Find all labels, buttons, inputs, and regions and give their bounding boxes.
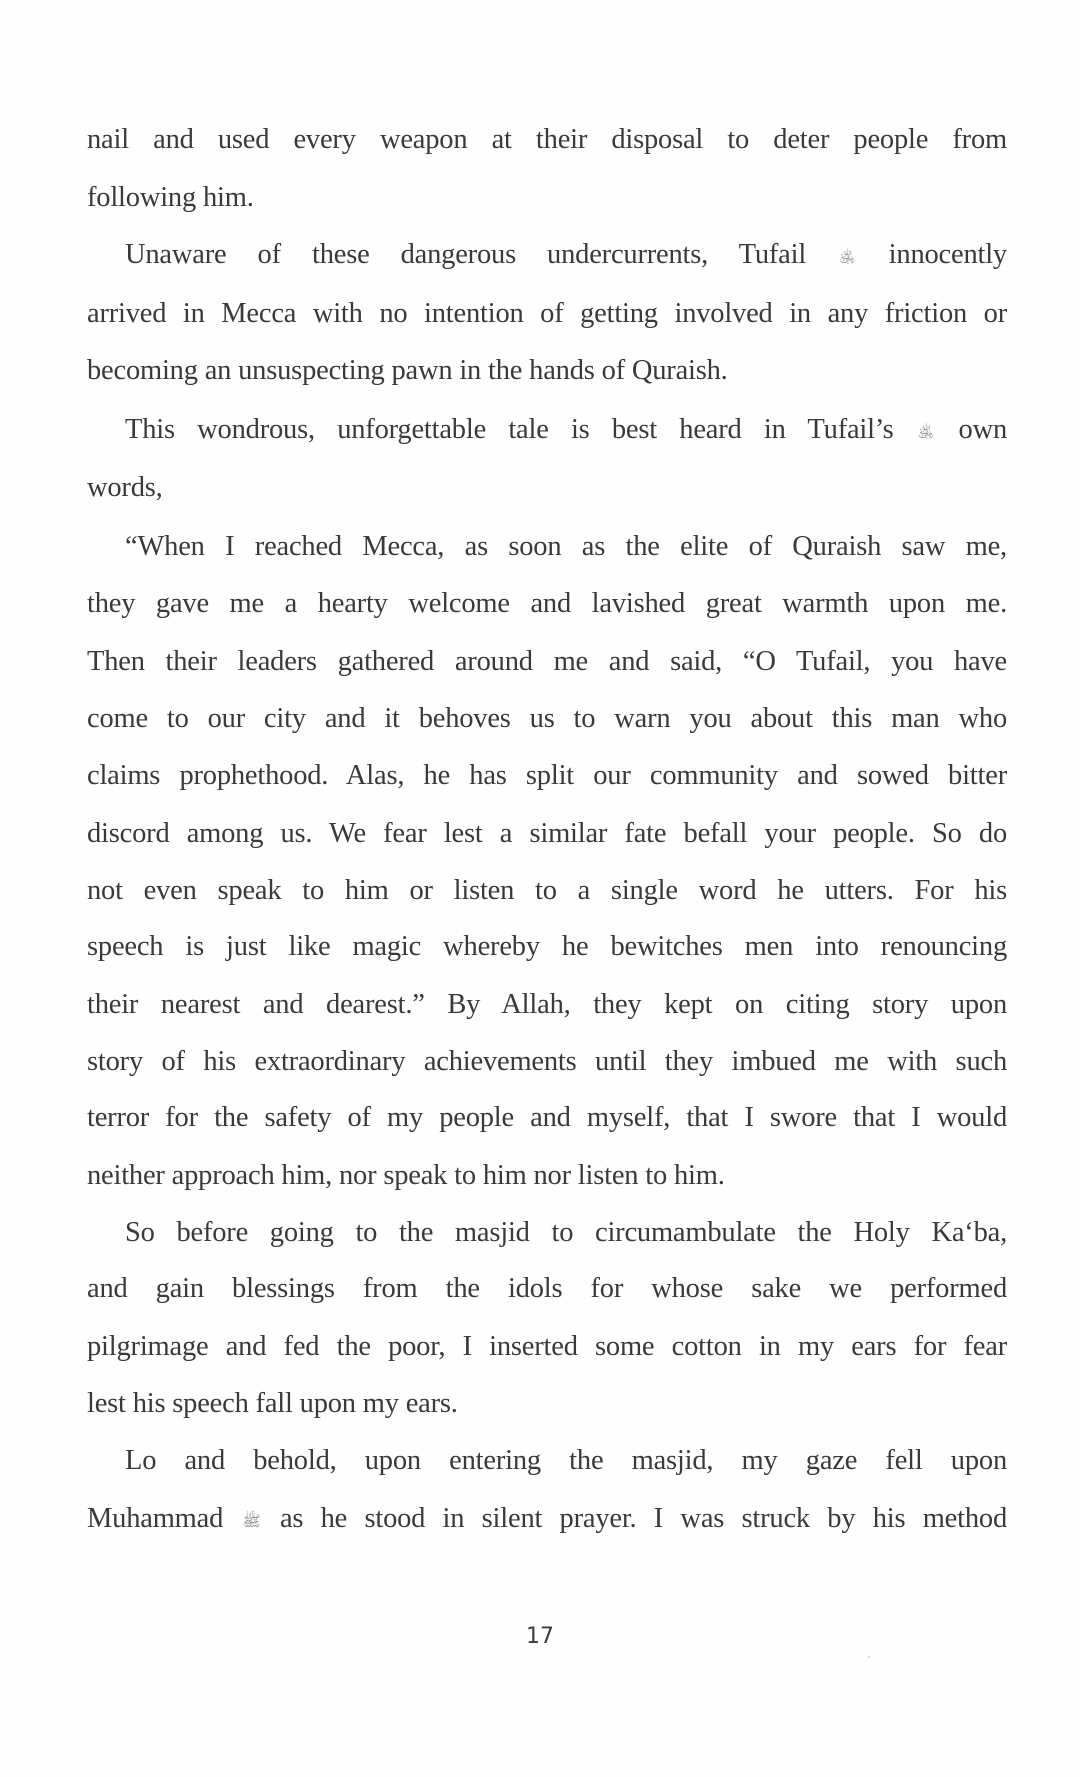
text-line (87, 178, 1007, 218)
line-text: story of his extraordinary achievements until they imbued me with such (87, 1046, 1007, 1077)
line-text: terror for the safety of my people and myself, that I swore that I would (87, 1102, 1007, 1133)
line-text: Lo and behold, upon entering the masjid, my gaze fell upon (125, 1445, 1007, 1476)
text-line (87, 1042, 1007, 1082)
text-line (125, 235, 1007, 275)
salawat-honorific-icon: ﷺ (242, 1514, 261, 1530)
line-text: becoming an unsuspecting pawn in the hands of Quraish. (87, 355, 728, 386)
line-text: “When I reached Mecca, as soon as the elite of Quraish saw me, (125, 531, 1007, 562)
text-line (87, 1499, 1007, 1539)
text-line (87, 871, 1007, 911)
line-text: their nearest and dearest.” By Allah, they kept on citing story upon (87, 989, 1007, 1020)
radiallahu-anhu-honorific-icon: ﵁ (839, 250, 856, 266)
line-text: Muhammad (87, 1503, 224, 1534)
text-line (125, 527, 1007, 567)
text-line (87, 120, 1007, 160)
line-text: Unaware of these dangerous undercurrents, Tufail (125, 239, 807, 270)
text-line (87, 1384, 1007, 1424)
line-text: nail and used every weapon at their disposal to deter people from (87, 124, 1007, 155)
text-line (87, 468, 1007, 508)
scan-speck (868, 1656, 870, 1658)
text-line (125, 1213, 1007, 1253)
text-line (87, 927, 1007, 967)
line-text: So before going to the masjid to circumambulate the Holy Ka‘ba, (125, 1217, 1007, 1248)
line-text: innocently (888, 239, 1007, 270)
text-line (87, 294, 1007, 334)
line-text: following him. (87, 182, 254, 213)
line-text: speech is just like magic whereby he bewitches men into renouncing (87, 931, 1007, 962)
text-line (87, 351, 1007, 391)
line-text: and gain blessings from the idols for whose sake we performed (87, 1273, 1007, 1304)
text-line (87, 584, 1007, 624)
text-line (125, 410, 1007, 450)
text-line (87, 642, 1007, 682)
line-text: words, (87, 472, 163, 503)
line-text: lest his speech fall upon my ears. (87, 1388, 458, 1419)
line-text: claims prophethood. Alas, he has split our community and sowed bitter (87, 760, 1007, 791)
line-text: Then their leaders gathered around me and said, “O Tufail, you have (87, 646, 1007, 677)
line-text: as he stood in silent prayer. I was struck by his method (279, 1503, 1007, 1534)
line-text: neither approach him, nor speak to him nor listen to him. (87, 1160, 725, 1191)
page-number: 17 (526, 1624, 554, 1649)
text-line (87, 985, 1007, 1025)
line-text: arrived in Mecca with no intention of getting involved in any friction or (87, 298, 1007, 329)
line-text: they gave me a hearty welcome and lavished great warmth upon me. (87, 588, 1007, 619)
text-line (87, 1098, 1007, 1138)
line-text: pilgrimage and fed the poor, I inserted some cotton in my ears for fear (87, 1331, 1007, 1362)
line-text: discord among us. We fear lest a similar fate befall your people. So do (87, 818, 1007, 849)
line-text: This wondrous, unforgettable tale is best heard in Tufail’s (125, 414, 894, 445)
text-line (125, 1441, 1007, 1481)
line-text: own (958, 414, 1007, 445)
text-line (87, 699, 1007, 739)
line-text: come to our city and it behoves us to warn you about this man who (87, 703, 1007, 734)
text-line (87, 814, 1007, 854)
radiallahu-anhu-honorific-icon: ﵁ (917, 425, 935, 441)
text-line (87, 1327, 1007, 1367)
line-text: not even speak to him or listen to a single word he utters. For his (87, 875, 1007, 906)
text-line (87, 1269, 1007, 1309)
text-line (87, 756, 1007, 796)
text-line (87, 1156, 1007, 1196)
